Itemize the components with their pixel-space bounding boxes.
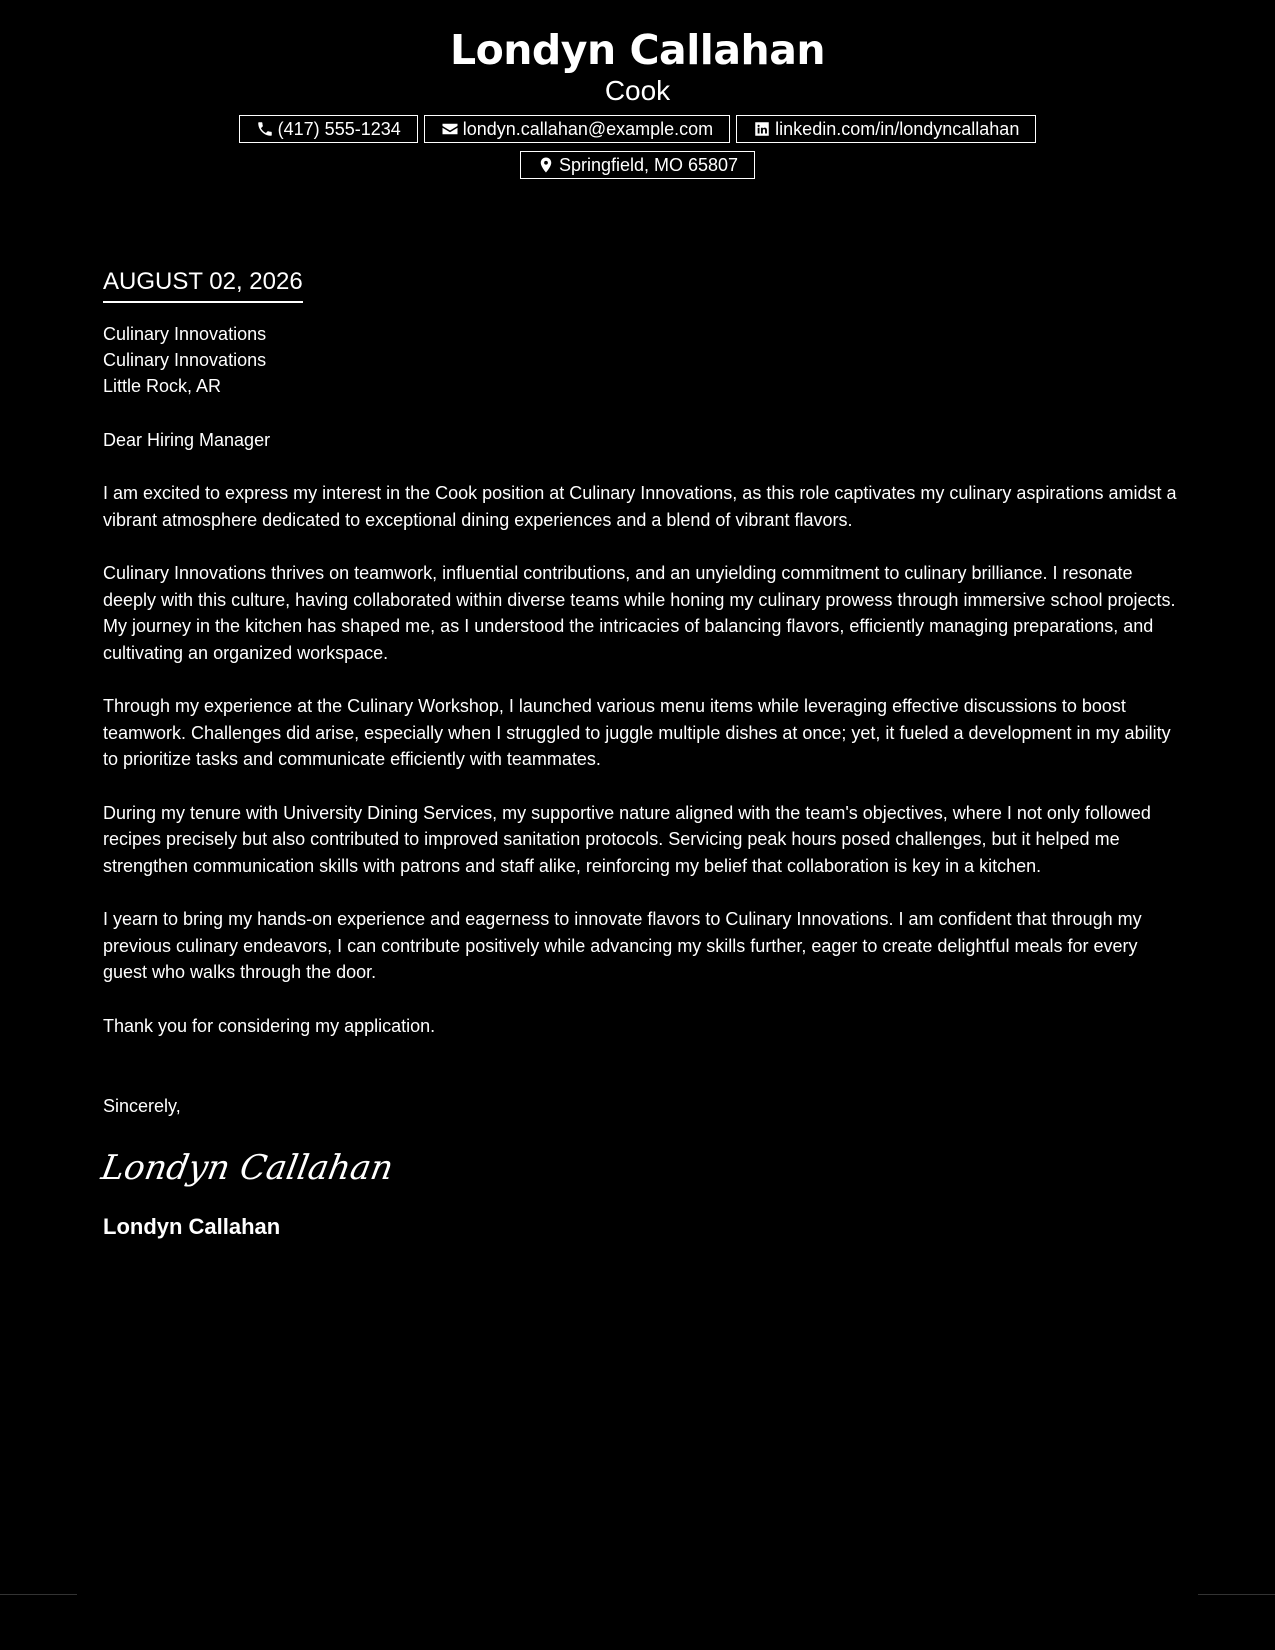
footer-divider [0,1594,77,1595]
location-text: Springfield, MO 65807 [558,154,739,175]
signature-text: Londyn Callahan [98,1148,397,1188]
signer-name: Londyn Callahan [103,1214,281,1239]
phone-text: (417) 555-1234 [277,118,401,139]
handwritten-signature [98,1139,397,1195]
body-paragraph: I am excited to express my interest in the Cook position at Culinary Innovations, as this role captivates my culinary aspirations amidst a vibrant atmosphere dedicated to exceptional dining experiences and a blend of vibrant flavors. [103,483,1177,530]
email-link[interactable] [424,115,730,143]
letter-header [0,0,1275,179]
location-link[interactable] [520,151,755,179]
applicant-role: Cook [604,75,671,106]
footer-divider [1198,1594,1275,1595]
letter-body [98,264,1183,1241]
body-paragraph: During my tenure with University Dining Services, my supportive nature aligned with the team's objectives, where I not only followed recipes precisely but also contributed to improved sanitation protocols. Servicing peak hours posed challenges, but it helped me strengthen communication skills with patrons and staff alike, reinforcing my belief that collaboration is key in a kitchen. [103,802,1151,876]
recipient-line: Little Rock, AR [103,376,222,396]
linkedin-text: linkedin.com/in/londyncallahan [775,118,1020,139]
contact-list [223,115,1053,179]
recipient-line: Culinary Innovations [103,350,267,370]
recipient-block [103,321,1183,399]
phone-icon [256,120,274,138]
salutation: Dear Hiring Manager [103,430,271,450]
closing: Sincerely, [103,1096,181,1116]
map-pin-icon [537,156,555,174]
body-paragraph: Thank you for considering my application. [103,1015,436,1036]
letter-date: AUGUST 02, 2026 [103,264,303,303]
body-paragraph: Culinary Innovations thrives on teamwork, influential contributions, and an unyielding commitment to culinary brilliance. I resonate deeply with this culture, having collaborated within diverse teams while honing my culinary prowess through immersive school projects. My journey in the kitchen has shaped me, as I understood the intricacies of balancing flavors, efficiently managing preparations, and cultivating an organized workspace. [103,563,1176,663]
applicant-name: Londyn Callahan [449,26,826,74]
recipient-line: Culinary Innovations [103,324,267,344]
phone-link[interactable] [239,115,418,143]
email-text: londyn.callahan@example.com [462,118,714,139]
envelope-icon [441,120,459,138]
body-paragraph: Through my experience at the Culinary Workshop, I launched various menu items while leveraging effective discussions to boost teamwork. Challenges did arise, especially when I struggled to juggle multiple dishes at once; yet, it fueled a development in my ability to prioritize tasks and communicate efficiently with teammates. [103,696,1171,769]
linkedin-icon [753,120,771,138]
body-paragraph: I yearn to bring my hands-on experience and eagerness to innovate flavors to Culinary Innovations. I am confident that through my previous culinary endeavors, I can contribute positively while advancing my skills further, eager to create delightful meals for every guest who walks through the door. [103,909,1142,982]
linkedin-link[interactable] [736,115,1036,143]
